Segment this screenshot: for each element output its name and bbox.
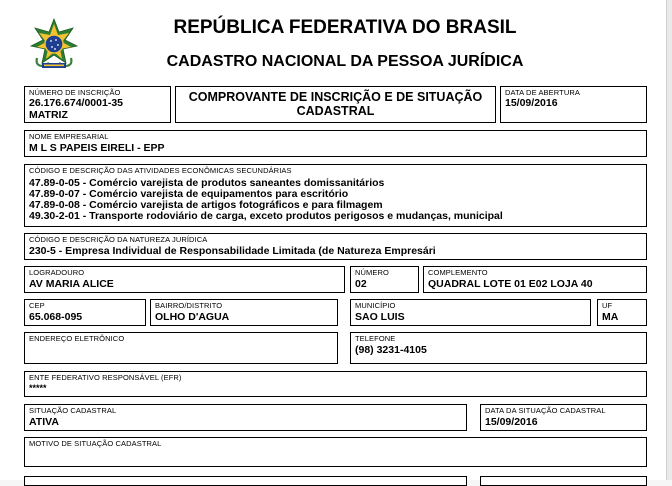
- situacao-box: [24, 404, 467, 431]
- nome-empresarial-label: NOME EMPRESARIAL: [29, 132, 109, 141]
- nome-empresarial-value: M L S PAPEIS EIRELI - EPP: [29, 142, 165, 154]
- page-subtitle: CADASTRO NACIONAL DA PESSOA JURÍDICA: [166, 53, 524, 70]
- efr-value: *****: [29, 383, 47, 393]
- atividade-item: 47.89-0-08 - Comércio varejista de artigos fotográficos e para filmagem: [29, 199, 383, 211]
- nome-empresarial-box: [24, 130, 647, 157]
- telefone-box: [350, 332, 647, 364]
- comprovante-title-line1: COMPROVANTE DE INSCRIÇÃO E DE SITUAÇÃO: [188, 90, 483, 104]
- atividade-item: 47.89-0-05 - Comércio varejista de produtos saneantes domissanitários: [29, 177, 385, 189]
- natureza-juridica-box: [24, 233, 647, 260]
- comprovante-title-line2: CADASTRAL: [296, 104, 375, 118]
- coat-of-arms-of-brazil-icon: [29, 18, 79, 70]
- numero-value: 02: [355, 278, 367, 290]
- telefone-label: TELEFONE: [355, 334, 396, 343]
- uf-box: [597, 299, 647, 326]
- comprovante-title: [176, 90, 495, 118]
- logradouro-value: AV MARIA ALICE: [29, 278, 114, 290]
- complemento-value: QUADRAL LOTE 01 E02 LOJA 40: [428, 278, 593, 290]
- natureza-juridica-label: CÓDIGO E DESCRIÇÃO DA NATUREZA JURÍDICA: [29, 235, 208, 244]
- inscricao-type: MATRIZ: [29, 109, 68, 121]
- bairro-label: BAIRRO/DISTRITO: [155, 301, 223, 310]
- atividade-item: 47.89-0-07 - Comércio varejista de equipamentos para escritório: [29, 188, 349, 200]
- abertura-value: 15/09/2016: [505, 97, 558, 109]
- motivo-label: MOTIVO DE SITUAÇÃO CADASTRAL: [29, 439, 162, 448]
- data-situacao-value: 15/09/2016: [485, 416, 538, 428]
- abertura-label: DATA DE ABERTURA: [505, 88, 580, 97]
- logradouro-label: LOGRADOURO: [29, 268, 85, 277]
- telefone-value: (98) 3231-4105: [355, 344, 427, 356]
- data-situacao-label: DATA DA SITUAÇÃO CADASTRAL: [485, 406, 606, 415]
- email-label: ENDEREÇO ELETRÔNICO: [29, 334, 125, 343]
- comprovante-title-box: [175, 86, 496, 123]
- page-edge: [666, 0, 672, 480]
- uf-value: MA: [602, 311, 619, 323]
- uf-label: UF: [602, 301, 613, 310]
- situacao-label: SITUAÇÃO CADASTRAL: [29, 406, 117, 415]
- motivo-box: [24, 437, 647, 467]
- inscricao-number: 26.176.674/0001-35: [29, 97, 124, 109]
- municipio-box: [350, 299, 591, 326]
- efr-label: ENTE FEDERATIVO RESPONSÁVEL (EFR): [29, 373, 182, 382]
- bairro-value: OLHO D'AGUA: [155, 311, 230, 323]
- email-box: [24, 332, 338, 364]
- complemento-box: [423, 266, 647, 293]
- numero-label: NÚMERO: [355, 268, 389, 277]
- numero-box: [350, 266, 419, 293]
- logradouro-box: [24, 266, 345, 293]
- cep-box: [24, 299, 146, 326]
- next-box-left: [24, 476, 467, 486]
- inscricao-label: NÚMERO DE INSCRIÇÃO: [29, 88, 121, 97]
- complemento-label: COMPLEMENTO: [428, 268, 488, 277]
- inscricao-box: [24, 86, 171, 123]
- cep-label: CEP: [29, 301, 45, 310]
- municipio-value: SAO LUIS: [355, 311, 405, 323]
- bairro-box: [150, 299, 338, 326]
- efr-box: [24, 371, 647, 397]
- municipio-label: MUNICÍPIO: [355, 301, 396, 310]
- situacao-value: ATIVA: [29, 416, 59, 428]
- atividades-box: [24, 164, 647, 227]
- cep-value: 65.068-095: [29, 311, 83, 323]
- atividades-label: CÓDIGO E DESCRIÇÃO DAS ATIVIDADES ECONÔMICAS SECUNDÁRIAS: [29, 166, 292, 175]
- natureza-juridica-value: 230-5 - Empresa Individual de Responsabilidade Limitada (de Natureza Empresári: [29, 245, 436, 257]
- next-box-right: [480, 476, 647, 486]
- page-title: REPÚBLICA FEDERATIVA DO BRASIL: [173, 17, 517, 38]
- atividade-item: 49.30-2-01 - Transporte rodoviário de carga, exceto produtos perigosos e mudanças, municipal: [29, 210, 503, 222]
- data-situacao-box: [480, 404, 647, 431]
- abertura-box: [500, 86, 647, 123]
